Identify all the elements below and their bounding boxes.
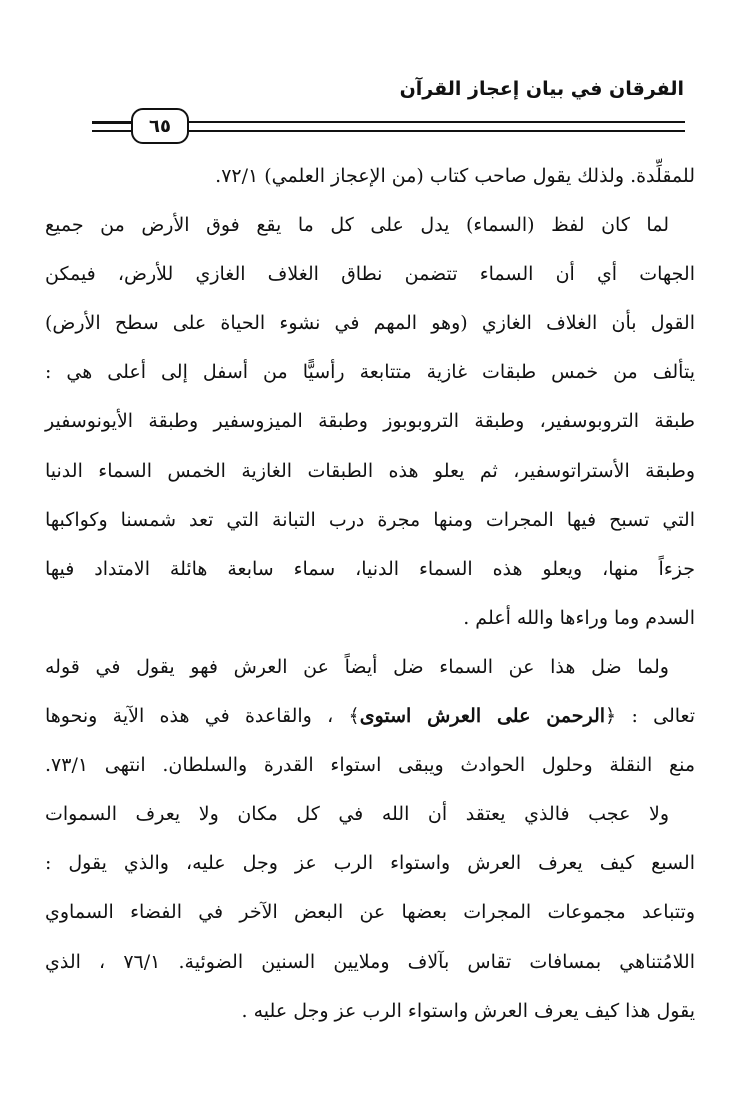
text-line: وتتباعد مجموعات المجرات بعضها عن البعض الآخر في الفضاء السماوي	[45, 901, 695, 924]
text-line: ولا عجب فالذي يعتقد أن الله في كل مكان ولا يعرف السموات	[45, 803, 669, 826]
text-line: طبقة التروبوسفير، وطبقة التروبوبوز وطبقة الميزوسفير وطبقة الأيونوسفير	[45, 410, 695, 433]
verse-intro: تعالى : ﴿	[605, 705, 696, 728]
text-line: منع النقلة وحلول الحوادث ويبقى استواء القدرة والسلطان. انتهى ٧٣/١.	[45, 754, 695, 777]
text-line: وطبقة الأستراتوسفير، ثم يعلو هذه الطبقات الغازية الخمس السماء الدنيا	[45, 459, 695, 482]
text-line: القول بأن الغلاف الغازي (وهو المهم في نشوء الحياة على سطح الأرض)	[45, 312, 695, 335]
text-line: الجهات أي أن السماء تتضمن نطاق الغلاف الغازي للأرض، فيمكن	[45, 263, 695, 286]
text-line-with-verse	[45, 692, 695, 741]
page-number	[131, 108, 189, 144]
text-line: اللامُتناهي بمسافات تقاس بآلاف وملايين السنين الضوئية. ٧٦/١ ، الذي	[45, 950, 696, 973]
text-line: للمقلِّدة. ولذلك يقول صاحب كتاب (من الإعجاز العلمي) ٧٢/١.	[215, 165, 695, 187]
header-rule-bottom-left	[92, 130, 132, 132]
body-text	[45, 152, 695, 1036]
text-line: لما كان لفظ (السماء) يدل على كل ما يقع فوق الأرض من جميع	[45, 214, 669, 237]
verse-followup: ﴾ ، والقاعدة في هذه الآية ونحوها	[45, 705, 360, 728]
page-number-text: ٦٥	[149, 115, 171, 137]
text-line: يقول هذا كيف يعرف العرش واستواء الرب عز وجل عليه .	[241, 999, 695, 1022]
text-line: التي تسبح فيها المجرات ومنها مجرة درب التبانة التي تعد شمسنا وكواكبها	[45, 508, 695, 531]
text-line: السبع كيف يعرف العرش واستواء الرب عز وجل عليه، والذي يقول :	[45, 852, 695, 875]
text-line: ولما ضل هذا عن السماء ضل أيضاً عن العرش فهو يقول في قوله	[45, 655, 669, 678]
header-rule-bottom-right	[189, 130, 685, 132]
text-line: جزءاً منها، ويعلو هذه السماء الدنيا، سماء سابعة هائلة الامتداد فيها	[45, 557, 695, 580]
running-header-title: الفرقان في بيان إعجاز القرآن	[399, 78, 684, 100]
quranic-verse: الرحمن على العرش استوى	[359, 705, 606, 728]
header-rule-thick-left	[92, 121, 132, 124]
text-line: السدم وما وراءها والله أعلم .	[463, 606, 695, 629]
text-line: يتألف من خمس طبقات غازية متتابعة رأسيًّا من أسفل إلى أعلى هي :	[45, 361, 695, 384]
header-rule-top-right	[189, 121, 685, 123]
